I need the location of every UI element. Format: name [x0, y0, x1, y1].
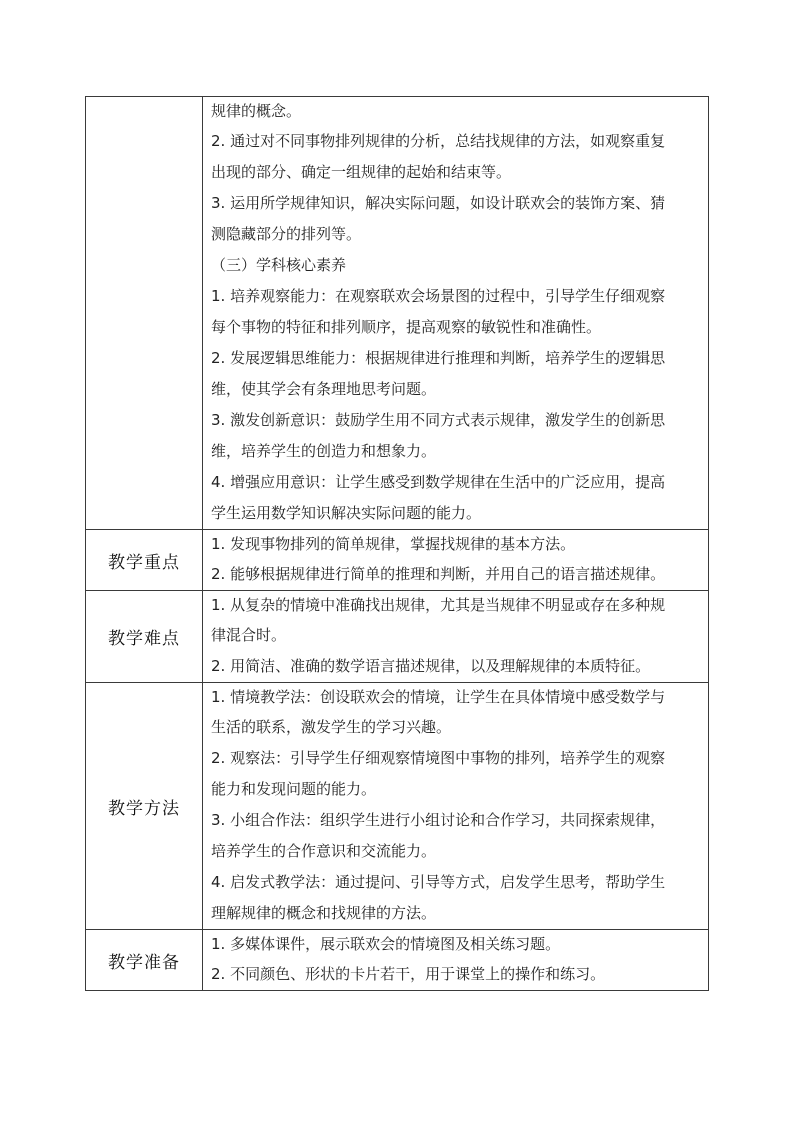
text-line: 2. 发展逻辑思维能力：根据规律进行推理和判断，培养学生的逻辑思 — [211, 349, 666, 367]
table-row-difficulties — [86, 591, 709, 683]
text-line: 1. 从复杂的情境中准确找出规律，尤其是当规律不明显或存在多种规 — [211, 596, 666, 614]
text-line: 2. 通过对不同事物排列规律的分析，总结找规律的方法，如观察重复 — [211, 132, 666, 150]
row-content — [203, 530, 709, 591]
text-line: 维，培养学生的创造力和想象力。 — [211, 442, 437, 460]
text-line: 律混合时。 — [211, 626, 287, 644]
text-line: 3. 激发创新意识：鼓励学生用不同方式表示规律，激发学生的创新思 — [211, 411, 666, 429]
text-line: 能力和发现问题的能力。 — [211, 780, 377, 798]
text-line: 维，使其学会有条理地思考问题。 — [211, 380, 437, 398]
text-line: 每个事物的特征和排列顺序，提高观察的敏锐性和准确性。 — [211, 318, 602, 336]
section-heading: （三）学科核心素养 — [211, 256, 347, 274]
text-line: 1. 情境教学法：创设联欢会的情境，让学生在具体情境中感受数学与 — [211, 688, 666, 706]
text-line: 2. 观察法：引导学生仔细观察情境图中事物的排列，培养学生的观察 — [211, 749, 666, 767]
row-label: 教学方法 — [86, 683, 203, 930]
text-line: 2. 能够根据规律进行简单的推理和判断，并用自己的语言描述规律。 — [211, 565, 666, 583]
text-line: 规律的概念。 — [211, 102, 302, 120]
table-row-preparation — [86, 930, 709, 991]
row-content — [203, 683, 709, 930]
table-row-methods — [86, 683, 709, 930]
text-line: 2. 不同颜色、形状的卡片若干，用于课堂上的操作和练习。 — [211, 965, 606, 983]
text-line: 1. 发现事物排列的简单规律，掌握找规律的基本方法。 — [211, 535, 576, 553]
row-label: 教学准备 — [86, 930, 203, 991]
lesson-plan-table — [85, 96, 709, 991]
text-line: 培养学生的合作意识和交流能力。 — [211, 842, 437, 860]
table-row-objectives — [86, 97, 709, 530]
table-row-key-points — [86, 530, 709, 591]
text-line: 4. 增强应用意识：让学生感受到数学规律在生活中的广泛应用，提高 — [211, 473, 666, 491]
row-content — [203, 930, 709, 991]
text-line: 1. 培养观察能力：在观察联欢会场景图的过程中，引导学生仔细观察 — [211, 287, 666, 305]
row-label: 教学重点 — [86, 530, 203, 591]
text-line: 2. 用简洁、准确的数学语言描述规律，以及理解规律的本质特征。 — [211, 657, 651, 675]
text-line: 学生运用数学知识解决实际问题的能力。 — [211, 504, 482, 522]
row-content — [203, 97, 709, 530]
text-line: 4. 启发式教学法：通过提问、引导等方式，启发学生思考，帮助学生 — [211, 873, 666, 891]
text-line: 测隐藏部分的排列等。 — [211, 225, 362, 243]
row-label: 教学难点 — [86, 591, 203, 683]
text-line: 3. 运用所学规律知识，解决实际问题，如设计联欢会的装饰方案、猜 — [211, 194, 666, 212]
text-line: 3. 小组合作法：组织学生进行小组讨论和合作学习，共同探索规律， — [211, 811, 666, 829]
text-line: 理解规律的概念和找规律的方法。 — [211, 904, 437, 922]
text-line: 出现的部分、确定一组规律的起始和结束等。 — [211, 163, 512, 181]
text-line: 生活的联系，激发学生的学习兴趣。 — [211, 718, 452, 736]
text-line: 1. 多媒体课件，展示联欢会的情境图及相关练习题。 — [211, 935, 561, 953]
row-label — [86, 97, 203, 530]
row-content — [203, 591, 709, 683]
